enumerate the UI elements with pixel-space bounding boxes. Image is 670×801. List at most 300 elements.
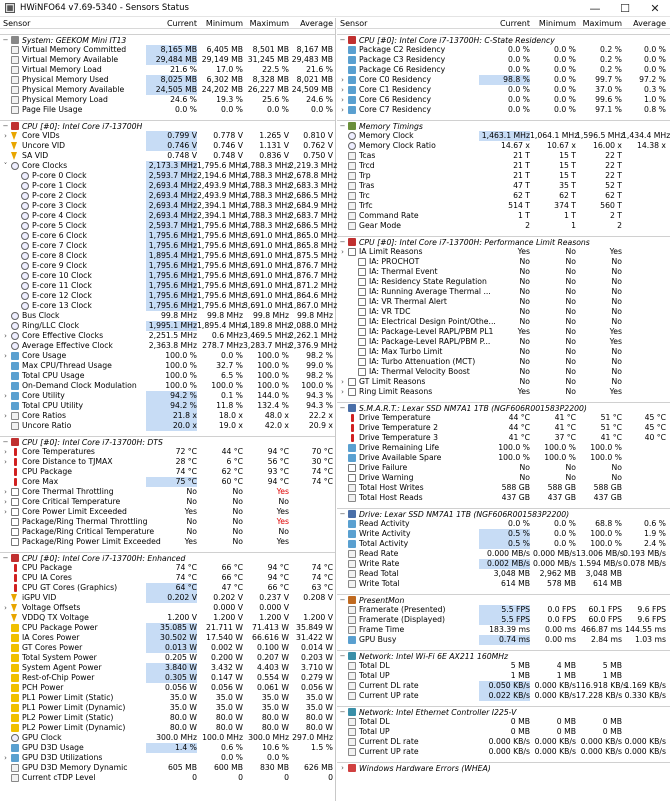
sensor-row[interactable]: [337, 727, 670, 737]
sensor-group-header[interactable]: [337, 236, 670, 247]
minimum-value: 0.746 V: [213, 141, 243, 150]
average-value: 99.0 %: [306, 361, 333, 370]
expand-toggle-icon[interactable]: ›: [4, 352, 7, 360]
maximum-value: 3,691.0 MHz: [243, 231, 292, 240]
usage-icon: [348, 520, 356, 528]
sensor-name: P-core 2 Clock: [32, 191, 87, 200]
sensor-row[interactable]: [0, 457, 335, 467]
maximize-button[interactable]: ☐: [620, 2, 630, 15]
expand-toggle-icon[interactable]: ›: [341, 86, 344, 94]
sensor-row[interactable]: [0, 673, 335, 683]
sensor-row[interactable]: [337, 747, 670, 757]
sensor-row[interactable]: [337, 297, 670, 307]
sensor-row[interactable]: [0, 683, 335, 693]
voltage-icon: [11, 614, 17, 622]
sensor-row[interactable]: [0, 151, 335, 161]
sensor-row[interactable]: [0, 85, 335, 95]
clock-icon: [21, 222, 29, 230]
network-icon: [348, 708, 356, 716]
collapse-toggle-icon[interactable]: −: [2, 554, 9, 562]
sensor-row[interactable]: [337, 569, 670, 579]
collapse-toggle-icon[interactable]: −: [2, 122, 9, 130]
expand-toggle-icon[interactable]: ›: [4, 754, 7, 762]
current-value: 0.205 W: [164, 653, 197, 662]
column-header[interactable]: [0, 18, 335, 29]
maximum-value: 2.84 ms: [590, 635, 622, 644]
sensor-row[interactable]: [337, 45, 670, 55]
sensor-row[interactable]: [0, 55, 335, 65]
sensor-row[interactable]: [337, 327, 670, 337]
sensor-pane-left[interactable]: [0, 18, 336, 801]
sensor-row[interactable]: [0, 331, 338, 341]
sensor-name: P-core 3 Clock: [32, 201, 87, 210]
maximum-value: 0.207 W: [256, 653, 289, 662]
minimum-value: 17.0 %: [216, 65, 243, 74]
current-value: 0.000 KB/s: [488, 747, 530, 756]
minimum-value: 41 °C: [554, 423, 576, 432]
sensor-group-header[interactable]: [337, 508, 670, 519]
sensor-row[interactable]: [0, 477, 335, 487]
sensor-icon: [348, 494, 356, 502]
collapse-toggle-icon[interactable]: −: [339, 122, 346, 130]
sensor-icon: [348, 172, 356, 180]
sensor-row[interactable]: [337, 257, 670, 267]
maximum-value: No: [611, 267, 622, 276]
sensor-row[interactable]: [0, 497, 335, 507]
minimum-value: 0.000 KB/s: [534, 691, 576, 700]
voltage-icon: [11, 142, 17, 150]
collapse-toggle-icon[interactable]: −: [339, 510, 346, 518]
sensor-row[interactable]: [337, 737, 670, 747]
expand-toggle-icon[interactable]: ›: [4, 604, 7, 612]
sensor-row[interactable]: [0, 537, 335, 547]
collapse-toggle-icon[interactable]: −: [2, 36, 9, 44]
minimum-value: 21.711 W: [206, 623, 243, 632]
sensor-row[interactable]: [337, 473, 670, 483]
sensor-row[interactable]: [0, 391, 335, 401]
minimum-value: 0.202 V: [213, 593, 243, 602]
clock-icon: [21, 302, 29, 310]
current-value: No: [519, 297, 530, 306]
expand-toggle-icon[interactable]: ›: [341, 96, 344, 104]
maximum-value: 99.8 MHz: [252, 311, 289, 320]
sensor-row[interactable]: [337, 717, 670, 727]
sensor-name: Drive Temperature 2: [359, 423, 438, 432]
current-value: 64 °C: [146, 583, 197, 593]
sensor-group-header[interactable]: [337, 762, 670, 773]
column-minimum[interactable]: Minimum: [205, 19, 243, 28]
status-check-icon: [358, 288, 366, 296]
sensor-row[interactable]: [337, 211, 670, 221]
expand-toggle-icon[interactable]: ›: [4, 132, 7, 140]
sensor-group-header[interactable]: [0, 436, 335, 447]
sensor-name: P-core 1 Clock: [32, 181, 87, 190]
sensor-row[interactable]: [337, 483, 670, 493]
collapse-toggle-icon[interactable]: −: [339, 404, 346, 412]
sensor-row[interactable]: [0, 361, 335, 371]
sensor-row[interactable]: [0, 311, 335, 321]
sensor-row[interactable]: [0, 65, 335, 75]
sensor-row[interactable]: [337, 221, 670, 231]
sensor-row[interactable]: [0, 583, 335, 593]
sensor-row[interactable]: [0, 141, 335, 151]
expand-toggle-icon[interactable]: ›: [4, 448, 7, 456]
current-value: 437 GB: [501, 493, 530, 502]
maximum-value: 2 T: [609, 211, 622, 220]
expand-toggle-icon[interactable]: ›: [341, 76, 344, 84]
maximum-value: 17.228 KB/s: [576, 691, 623, 700]
sensor-row[interactable]: [0, 251, 338, 261]
sensor-row[interactable]: [0, 401, 335, 411]
sensor-row[interactable]: [337, 277, 670, 287]
sensor-name: Core C7 Residency: [359, 105, 432, 114]
clock-icon: [21, 202, 29, 210]
maximum-value: 10.6 %: [262, 743, 289, 752]
expand-toggle-icon[interactable]: ›: [4, 508, 7, 516]
sensor-icon: [348, 682, 356, 690]
sensor-row[interactable]: [337, 463, 670, 473]
sensor-row[interactable]: [0, 653, 335, 663]
column-average[interactable]: Average: [300, 19, 333, 28]
collapse-toggle-icon[interactable]: −: [339, 596, 346, 604]
sensor-row[interactable]: [0, 421, 335, 431]
maximum-value: 116.918 KB/s: [576, 681, 628, 690]
sensor-name: Framerate (Presented): [359, 605, 446, 614]
column-header[interactable]: [337, 18, 670, 29]
sensor-name: Core Thermal Throttling: [22, 487, 114, 496]
sensor-group-header[interactable]: [0, 552, 335, 563]
sensor-row[interactable]: [337, 549, 670, 559]
status-check-icon: [358, 318, 366, 326]
minimum-value: No: [565, 387, 576, 396]
sensor-group-header[interactable]: [337, 120, 670, 131]
maximum-value: No: [278, 527, 289, 536]
sensor-row[interactable]: [0, 613, 335, 623]
sensor-row[interactable]: [337, 539, 670, 549]
minimum-value: No: [232, 487, 243, 496]
average-value: 0.6 %: [644, 519, 666, 528]
sensor-row[interactable]: [337, 95, 670, 105]
sensor-row[interactable]: [337, 65, 670, 75]
sensor-group-header[interactable]: [337, 594, 670, 605]
sensor-row[interactable]: [337, 55, 670, 65]
average-value: 3.710 W: [300, 663, 333, 672]
minimum-value: No: [565, 357, 576, 366]
average-value: 1,864.6 MHz: [289, 291, 338, 300]
sensor-row[interactable]: [0, 447, 335, 457]
sensor-name: E-core 8 Clock: [32, 251, 87, 260]
expand-toggle-icon[interactable]: ›: [4, 412, 7, 420]
sensor-row[interactable]: [0, 161, 338, 171]
sensor-row[interactable]: [337, 357, 670, 367]
usage-icon: [348, 444, 356, 452]
expand-toggle-icon[interactable]: ›: [4, 392, 7, 400]
sensor-row[interactable]: [337, 423, 670, 433]
sensor-row[interactable]: [0, 623, 335, 633]
expand-toggle-icon[interactable]: ›: [341, 248, 344, 256]
sensor-group-header[interactable]: [337, 650, 670, 661]
collapse-toggle-icon[interactable]: −: [339, 652, 346, 660]
sensor-row[interactable]: [0, 643, 335, 653]
sensor-row[interactable]: [337, 519, 670, 529]
sensor-row[interactable]: [337, 85, 670, 95]
column-sensor[interactable]: Sensor: [340, 19, 368, 28]
sensor-row[interactable]: [337, 105, 670, 115]
sensor-name: IA: Thermal Event: [369, 267, 438, 276]
average-value: 2,376.9 MHz: [289, 341, 338, 350]
sensor-row[interactable]: [337, 131, 670, 141]
sensor-row[interactable]: [0, 221, 338, 231]
sensor-row[interactable]: [0, 663, 335, 673]
average-value: 0.810 V: [303, 131, 333, 140]
sensor-row[interactable]: [0, 763, 335, 773]
minimum-value: 0.0 FPS: [547, 615, 576, 624]
sensor-group-header[interactable]: [337, 402, 670, 413]
expand-toggle-icon[interactable]: ›: [4, 332, 7, 340]
sensor-row[interactable]: [337, 377, 670, 387]
minimum-value: 437 GB: [547, 493, 576, 502]
sensor-row[interactable]: [337, 347, 670, 357]
average-value: 1.0 %: [644, 95, 666, 104]
sensor-row[interactable]: [0, 341, 338, 351]
sensor-row[interactable]: [337, 433, 670, 443]
clock-icon: [11, 734, 19, 742]
sensor-row[interactable]: [0, 131, 335, 141]
sensor-row[interactable]: [0, 733, 335, 743]
collapse-toggle-icon[interactable]: −: [339, 708, 346, 716]
sensor-row[interactable]: [0, 527, 335, 537]
sensor-row[interactable]: [337, 161, 670, 171]
expand-toggle-icon[interactable]: ›: [4, 458, 7, 466]
sensor-row[interactable]: [337, 691, 670, 701]
minimum-value: 1 T: [563, 211, 576, 220]
expand-toggle-icon[interactable]: ›: [341, 764, 344, 772]
sensor-row[interactable]: [0, 703, 335, 713]
sensor-row[interactable]: [0, 753, 335, 763]
sensor-group-header[interactable]: [0, 120, 335, 131]
sensor-row[interactable]: [337, 247, 670, 257]
sensor-row[interactable]: [0, 743, 335, 753]
maximum-value: 68.8 %: [595, 519, 622, 528]
average-value: 0.330 KB/s: [624, 691, 666, 700]
status-check-icon: [348, 378, 356, 386]
status-check-icon: [358, 338, 366, 346]
sensor-row[interactable]: [337, 605, 670, 615]
sensor-name: Core Max: [22, 477, 59, 486]
sensor-row[interactable]: [0, 171, 338, 181]
sensor-row[interactable]: [0, 75, 335, 85]
collapse-toggle-icon[interactable]: −: [339, 238, 346, 246]
sensor-row[interactable]: [337, 615, 670, 625]
clock-icon: [11, 162, 19, 170]
sensor-icon: [348, 192, 356, 200]
column-maximum[interactable]: Maximum: [249, 19, 289, 28]
maximum-value: Yes: [609, 327, 622, 336]
expand-toggle-icon[interactable]: ›: [4, 498, 7, 506]
minimize-button[interactable]: —: [589, 2, 601, 15]
average-value: 45 °C: [644, 423, 666, 432]
current-value: 24.6 %: [170, 95, 197, 104]
sensor-name: Package/Ring Power Limit Exceeded: [22, 537, 161, 546]
sensor-row[interactable]: [337, 191, 670, 201]
column-average[interactable]: Average: [633, 19, 666, 28]
minimum-value: 0 MB: [556, 717, 576, 726]
voltage-icon: [11, 152, 17, 160]
sensor-row[interactable]: [0, 603, 335, 613]
sensor-row[interactable]: [337, 443, 670, 453]
column-current[interactable]: Current: [499, 19, 530, 28]
sensor-row[interactable]: [337, 413, 670, 423]
sensor-row[interactable]: [0, 271, 338, 281]
sensor-row[interactable]: [337, 307, 670, 317]
current-value: 74 °C: [175, 563, 197, 572]
sensor-row[interactable]: [0, 573, 335, 583]
sensor-icon: [348, 738, 356, 746]
sensor-row[interactable]: [0, 467, 335, 477]
sensor-row[interactable]: [0, 211, 338, 221]
maximum-value: 0.000 V: [259, 603, 289, 612]
sensor-group-header[interactable]: [0, 34, 335, 45]
column-maximum[interactable]: Maximum: [582, 19, 622, 28]
sensor-row[interactable]: [0, 181, 338, 191]
current-value: 5 MB: [510, 661, 530, 670]
sensor-row[interactable]: [337, 661, 670, 671]
sensor-row[interactable]: [337, 453, 670, 463]
expand-toggle-icon[interactable]: ›: [341, 106, 344, 114]
maximum-value: 99.6 %: [595, 95, 622, 104]
sensor-row[interactable]: [0, 381, 335, 391]
sensor-row[interactable]: [337, 671, 670, 681]
sensor-row[interactable]: [0, 593, 335, 603]
column-minimum[interactable]: Minimum: [538, 19, 576, 28]
sensor-icon: [348, 626, 356, 634]
expand-toggle-icon[interactable]: ›: [4, 488, 7, 496]
sensor-row[interactable]: [337, 287, 670, 297]
close-button[interactable]: ✕: [650, 2, 660, 15]
sensor-row[interactable]: [337, 579, 670, 589]
maximum-value: 41 °C: [600, 433, 622, 442]
minimum-value: No: [565, 267, 576, 276]
sensor-row[interactable]: [0, 95, 335, 105]
sensor-row[interactable]: [0, 487, 335, 497]
sensor-row[interactable]: [0, 191, 338, 201]
sensor-row[interactable]: [0, 281, 338, 291]
current-value: Yes: [184, 537, 197, 546]
current-value: 1,795.6 MHz: [146, 291, 197, 301]
current-value: 0.0 %: [508, 65, 530, 74]
sensor-name: Page File Usage: [22, 105, 83, 114]
collapse-toggle-icon[interactable]: −: [339, 36, 346, 44]
sensor-row[interactable]: [337, 635, 670, 645]
sensor-row[interactable]: [337, 181, 670, 191]
sensor-row[interactable]: [0, 713, 335, 723]
clock-icon: [11, 332, 19, 340]
sensor-row[interactable]: [337, 317, 670, 327]
sensor-row[interactable]: [337, 151, 670, 161]
collapse-toggle-icon[interactable]: −: [2, 438, 9, 446]
sensor-row[interactable]: [0, 411, 335, 421]
maximum-value: No: [611, 357, 622, 366]
sensor-row[interactable]: [0, 201, 338, 211]
sensor-row[interactable]: [0, 773, 335, 783]
sensor-row[interactable]: [0, 507, 335, 517]
sensor-row[interactable]: [0, 693, 335, 703]
average-value: 74 °C: [311, 563, 333, 572]
average-value: 0.750 V: [303, 151, 333, 160]
minimum-value: No: [232, 527, 243, 536]
sensor-row[interactable]: [337, 681, 670, 691]
sensor-row[interactable]: [0, 371, 335, 381]
sensor-group-header[interactable]: [337, 706, 670, 717]
sensor-row[interactable]: [337, 367, 670, 377]
minimum-value: 0.0 %: [554, 45, 576, 54]
sensor-row[interactable]: [0, 301, 338, 311]
current-value: 35.0 W: [169, 703, 197, 712]
sensor-name: IA: PROCHOT: [369, 257, 420, 266]
sensor-row[interactable]: [0, 633, 335, 643]
sensor-row[interactable]: [337, 387, 670, 397]
sensor-name: E-core 10 Clock: [32, 271, 92, 280]
sensor-name: Ring/LLC Clock: [22, 321, 80, 330]
sensor-pane-right[interactable]: [337, 18, 670, 801]
sensor-row[interactable]: [337, 559, 670, 569]
average-value: 21.6 %: [306, 65, 333, 74]
sensor-row[interactable]: [0, 517, 335, 527]
current-value: 100.0 %: [165, 371, 197, 380]
sensor-row[interactable]: [0, 231, 338, 241]
sensor-group-header[interactable]: [337, 34, 670, 45]
average-value: 297.0 MHz: [292, 733, 333, 742]
sensor-row[interactable]: [0, 45, 335, 55]
minimum-value: 100.0 MHz: [202, 733, 243, 742]
maximum-value: 60.1 FPS: [588, 605, 622, 614]
sensor-name: Package/Ring Critical Temperature: [22, 527, 155, 536]
minimum-value: No: [565, 257, 576, 266]
sensor-row[interactable]: [337, 529, 670, 539]
current-value: 80.0 W: [169, 713, 197, 722]
current-value: 0.056 W: [164, 683, 197, 692]
expand-toggle-icon[interactable]: ›: [341, 388, 344, 396]
minimum-value: 100.0 %: [544, 443, 576, 452]
column-current[interactable]: Current: [166, 19, 197, 28]
sensor-row[interactable]: [0, 241, 338, 251]
sensor-row[interactable]: [0, 321, 338, 331]
status-check-icon: [11, 488, 19, 496]
average-value: 1.169 KB/s: [624, 681, 666, 690]
column-sensor[interactable]: Sensor: [3, 19, 31, 28]
sensor-row[interactable]: [0, 563, 335, 573]
sensor-row[interactable]: [337, 493, 670, 503]
sensor-row[interactable]: [0, 105, 335, 115]
sensor-row[interactable]: [337, 171, 670, 181]
sensor-row[interactable]: [337, 201, 670, 211]
sensor-row[interactable]: [337, 337, 670, 347]
minimum-value: 1,795.6 MHz: [197, 231, 246, 240]
current-value: 1,795.6 MHz: [146, 281, 197, 291]
sensor-row[interactable]: [337, 75, 670, 85]
sensor-row[interactable]: [0, 261, 338, 271]
sensor-row[interactable]: [337, 141, 670, 151]
expand-toggle-icon[interactable]: ›: [341, 378, 344, 386]
sensor-row[interactable]: [0, 291, 338, 301]
sensor-row[interactable]: [0, 351, 335, 361]
sensor-row[interactable]: [337, 267, 670, 277]
average-value: 22.2 x: [308, 411, 333, 420]
expanded-toggle-icon[interactable]: ˅: [3, 162, 8, 170]
sensor-row[interactable]: [0, 723, 335, 733]
sensor-row[interactable]: [337, 625, 670, 635]
current-value: No: [186, 487, 197, 496]
